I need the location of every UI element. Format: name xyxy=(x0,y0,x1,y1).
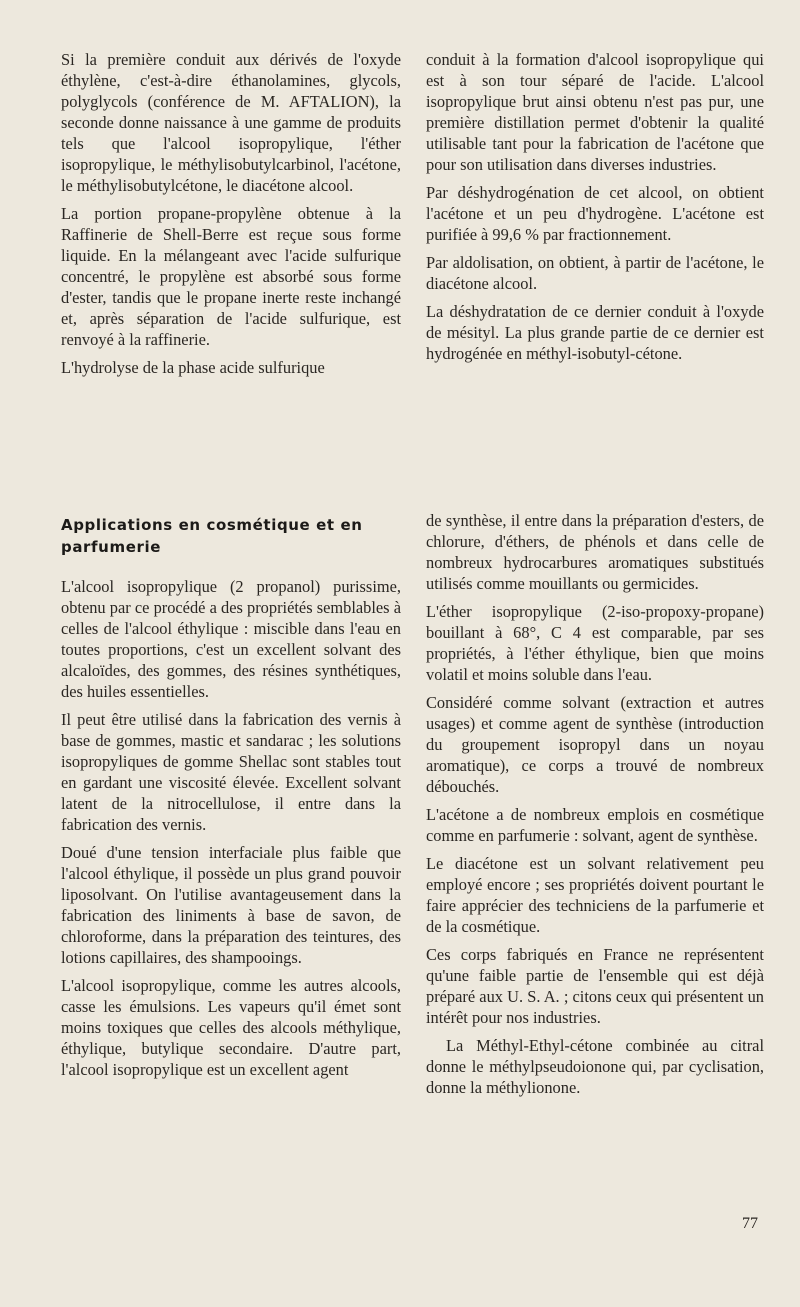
paragraph: conduit à la formation d'alcool isopropylique qui est à son tour séparé de l'acide. L'alcool isopropylique brut ainsi obtenu n'est pas pur, une première distillation permet d'obtenir la qualité utilisable tant pour la fabrication de l'acétone que pour son utilisation dans diverses industries. xyxy=(426,50,764,174)
paragraph: Il peut être utilisé dans la fabrication des vernis à base de gommes, mastic et sandarac ; les solutions isopropyliques de gomme Shellac sont stables tout en gardant une viscosité élevée. Excellent solvant latent de la nitrocellulose, il entre dans la fabrication des vernis. xyxy=(61,710,401,834)
paragraph: L'hydrolyse de la phase acide sulfurique xyxy=(61,358,325,377)
bottom-left-column xyxy=(61,510,401,1087)
paragraph: La Méthyl-Ethyl-cétone combinée au citral donne le méthylpseudoionone qui, par cyclisation, donne la méthylionone. xyxy=(426,1036,764,1097)
paragraph: Si la première conduit aux dérivés de l'oxyde éthylène, c'est-à-dire éthanolamines, glycols, polyglycols (conférence de M. AFTALION), la seconde donne naissance à une gamme de produits tels que l'alcool isopropylique, l'éther isopropylique, le méthylisobutylcarbinol, l'acétone, le méthylisobutylcétone, le diacétone alcool. xyxy=(61,50,401,195)
paragraph: L'éther isopropylique (2-iso-propoxy-propane) bouillant à 68°, C 4 est comparable, par ses propriétés, à l'éther éthylique, bien que moins volatil et moins soluble dans l'eau. xyxy=(426,602,764,684)
paragraph: L'alcool isopropylique, comme les autres alcools, casse les émulsions. Les vapeurs qu'il émet sont moins toxiques que celles des alcools méthylique, éthylique, butylique secondaire. D'autre part, l'alcool isopropylique est un excellent agent xyxy=(61,976,401,1079)
top-left-column xyxy=(61,49,401,385)
paragraph: L'alcool isopropylique (2 propanol) purissime, obtenu par ce procédé a des propriétés semblables à celles de l'alcool éthylique : miscible dans l'eau en toutes proportions, c'est un excellent solvant des alcaloïdes, des gommes, des résines synthétiques, des huiles essentielles. xyxy=(61,577,401,701)
paragraph: Par déshydrogénation de cet alcool, on obtient l'acétone et un peu d'hydrogène. L'acétone est purifiée à 99,6 % par fractionnement. xyxy=(426,183,764,244)
paragraph: La portion propane-propylène obtenue à la Raffinerie de Shell-Berre est reçue sous forme liquide. En la mélangeant avec l'acide sulfurique concentré, le propylène est absorbé sous forme d'ester, tandis que le propane inerte reste inchangé et, après séparation de l'acide sulfurique, est renvoyé à la raffinerie. xyxy=(61,204,401,349)
bottom-right-column xyxy=(426,510,764,1105)
page-number: 77 xyxy=(742,1215,758,1232)
top-right-column xyxy=(426,49,764,371)
paragraph: Considéré comme solvant (extraction et autres usages) et comme agent de synthèse (introduction du groupement isopropyl dans un noyau aromatique), ce corps a trouvé de nombreux débouchés. xyxy=(426,693,764,796)
paragraph: L'acétone a de nombreux emplois en cosmétique comme en parfumerie : solvant, agent de synthèse. xyxy=(426,805,764,845)
paragraph: Le diacétone est un solvant relativement peu employé encore ; ses propriétés doivent pourtant le faire apprécier des techniciens de la parfumerie et de la cosmétique. xyxy=(426,854,764,936)
section-heading: Applications en cosmétique et en parfumerie xyxy=(61,516,363,556)
paragraph: La déshydratation de ce dernier conduit à l'oxyde de mésityl. La plus grande partie de ce dernier est hydrogénée en méthyl-isobutyl-cétone. xyxy=(426,302,764,363)
paragraph: Doué d'une tension interfaciale plus faible que l'alcool éthylique, il possède un plus grand pouvoir liposolvant. On l'utilise avantageusement dans la fabrication des liniments à base de savon, de chloroforme, dans la préparation des teintures, des lotions capillaires, des shampooings. xyxy=(61,843,401,967)
paragraph: Ces corps fabriqués en France ne représentent qu'une faible partie de l'ensemble qui est déjà préparé aux U. S. A. ; citons ceux qui présentent un intérêt pour nos industries. xyxy=(426,945,764,1027)
paragraph: Par aldolisation, on obtient, à partir de l'acétone, le diacétone alcool. xyxy=(426,253,764,293)
paragraph: de synthèse, il entre dans la préparation d'esters, de chlorure, d'éthers, de phénols et dans celle de nombreux hydrocarbures aromatiques substitués utilisés comme mouillants ou germicides. xyxy=(426,511,764,593)
